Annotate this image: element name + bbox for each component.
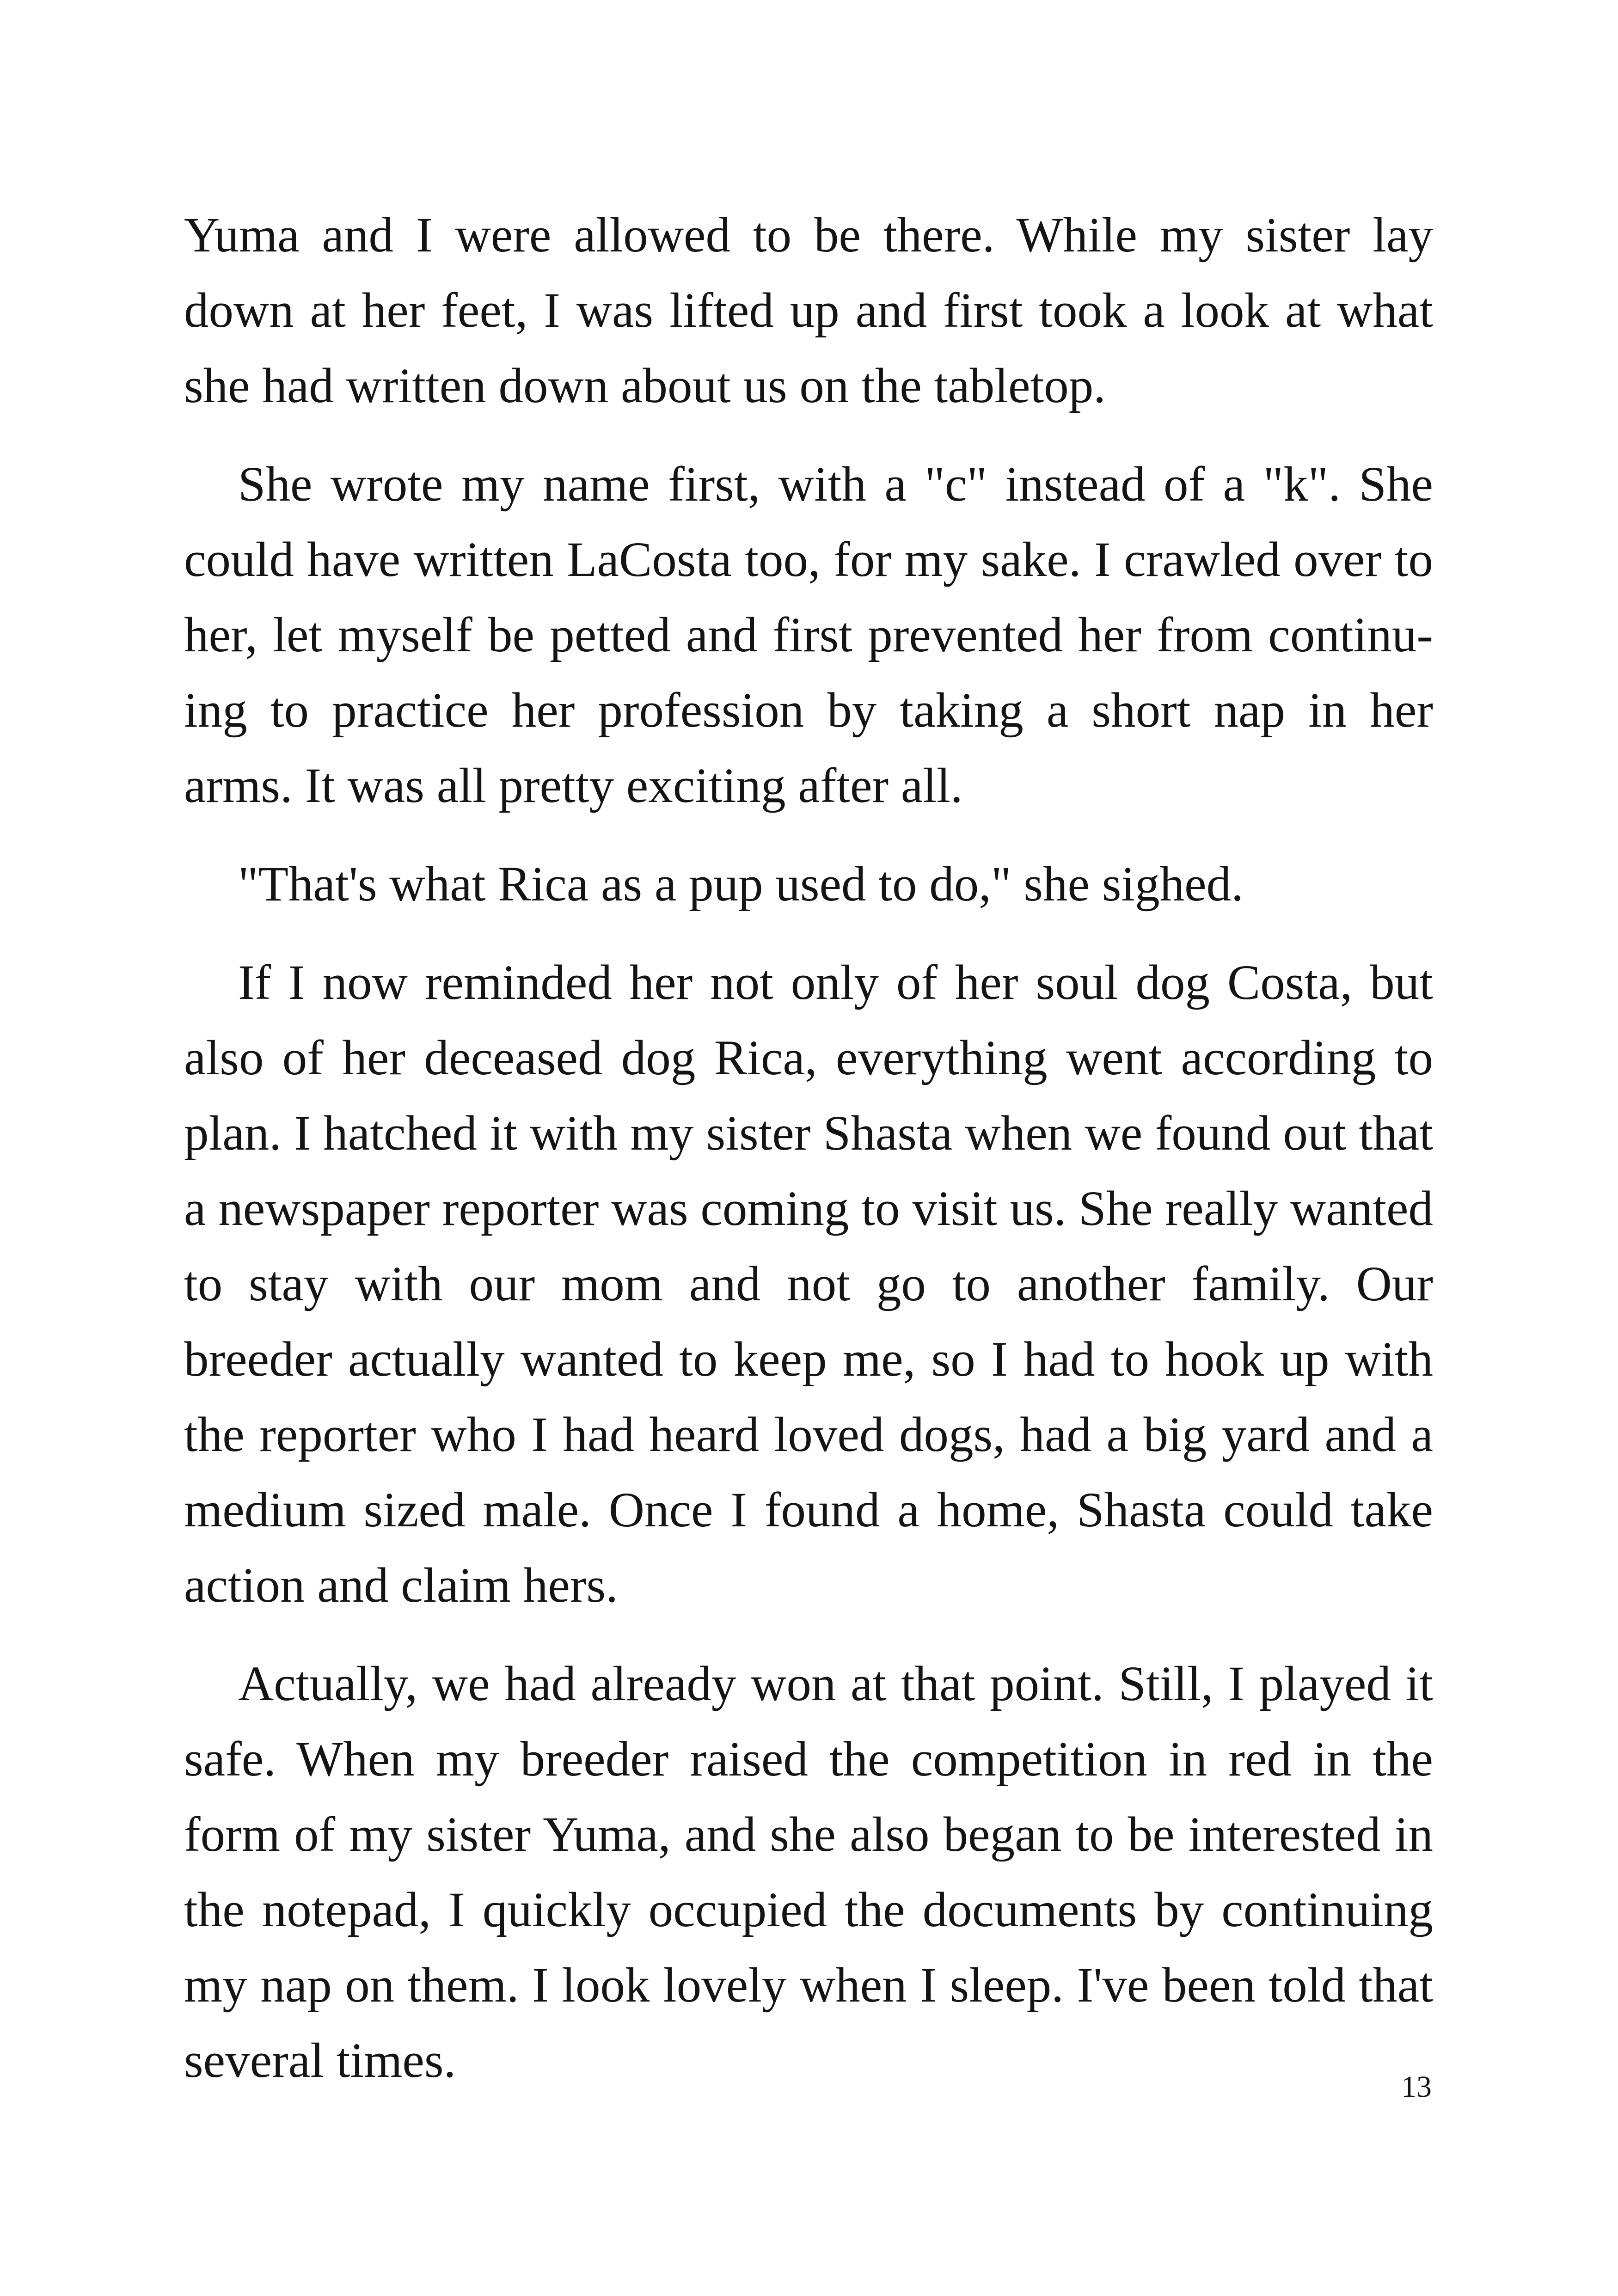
paragraph-5: Actually, we had already won at that point. Still, I played it safe. When my breeder raised the competition in red in the form of my sister Yuma, and she also began to be interested in the notepad, I quickly occupied the documents by continuing my nap on them. I look lovely when I sleep. I've been told that several times.: [184, 1657, 1433, 2088]
body-text: [184, 198, 1433, 2122]
paragraph-4: If I now reminded her not only of her soul dog Costa, but also of her deceased dog Rica, everything went according to plan. I hatched it with my sister Shasta when we found out that a newspaper reporter was coming to visit us. She really wanted to stay with our mom and not go to another family. Our breeder actually wanted to keep me, so I had to hook up with the reporter who I had heard loved dogs, had a big yard and a medium sized male. Once I found a home, Shasta could take action and claim hers.: [184, 955, 1433, 1613]
paragraph-1: Yuma and I were allowed to be there. While my sister lay down at her feet, I was lifted up and first took a look at what she had written down about us on the tabletop.: [184, 208, 1433, 413]
page-number: 13: [1401, 2070, 1432, 2104]
paragraph-2: She wrote my name first, with a "c" instead of a "k". She could have written LaCosta too, for my sake. I crawled over to her, let myself be petted and first prevented her from continuing to practice her profession by taking a short nap in her arms. It was all pretty exciting after all.: [184, 457, 1433, 813]
paragraph-3: "That's what Rica as a pup used to do," she sighed.: [238, 857, 1244, 912]
